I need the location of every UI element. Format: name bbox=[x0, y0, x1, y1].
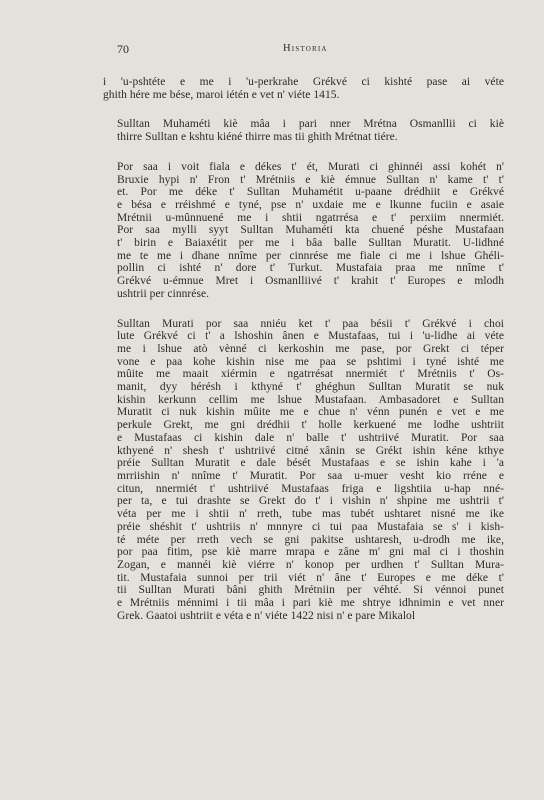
text-line: et. Por me déke t' Sulltan Muhamétit u-paane drédhiit e Grékvé bbox=[117, 186, 504, 199]
text-line: vone e paa kohe kishin nise me paa se pshtimi i tyné ishté me bbox=[117, 355, 504, 368]
text-line: Por saa mylli syyt Sulltan Muhaméti kta chuené péshe Mustafaan bbox=[117, 224, 504, 237]
text-line: Sulltan Muhaméti kiè mâa i pari nner Mrétna Osmanllii ci kiè bbox=[117, 118, 504, 131]
paragraph bbox=[103, 76, 504, 101]
text-line: Por saa i voit fiala e dékes t' ét, Murati ci ghinnéi assi kohét n' bbox=[117, 160, 504, 173]
text-line: lute Grékvé ci t' a lshoshin ânen e Mustafaas, tui i 'u-lidhe ai véte bbox=[117, 330, 504, 343]
text-line: i 'u-pshtéte e me i 'u-perkrahe Grékvé ci kishté pase ai véte bbox=[103, 76, 504, 88]
text-line: Bruxie hypi n' Fron t' Mrétniis e kiè émnue Sulltan n' kame t' t' bbox=[117, 173, 504, 186]
text-line: pollin ci ishté n' dore t' Turkut. Mustafaia praa me nnîme t' bbox=[117, 262, 504, 275]
paragraph bbox=[103, 161, 504, 301]
text-line: thirre Sulltan e kshtu kiéné thirre mas tii ghith Mrétnat tiére. bbox=[117, 131, 398, 144]
text-line: mûite me maait xiérmin e ngatrrésat nnermiét t' Mrétniis t' Os- bbox=[117, 368, 504, 381]
running-head: Historia bbox=[283, 43, 328, 54]
page-header bbox=[103, 40, 504, 60]
text-line: tii Sulltan Murati bâni ghith Mrétniin per véhté. Si vénnoi punet bbox=[117, 584, 504, 597]
text-line: Grékvé u-émnue Mret i Osmanlliivé t' krahit t' Europes e mlodh bbox=[117, 275, 504, 288]
text-line: me te me i dhane nnîme per cinnrése me fiale ci me i lshue Ghéli- bbox=[117, 249, 504, 262]
text-line: préie Sulltan Muratit e dale bését Mustafaas e se ishin kahe i 'a bbox=[117, 457, 504, 470]
text-line: Sulltan Murati por saa nniéu ket t' paa bésii t' Grékvé i choi bbox=[117, 317, 504, 330]
text-line: kishin kerkunn cellim me lshue Mustafaan. Ambasadoret e Sulltan bbox=[117, 393, 504, 406]
page-number: 70 bbox=[117, 42, 129, 56]
text-line: me i lshue atò vènné ci kerkoshin me pase, por Grekt ci téper bbox=[117, 342, 504, 355]
text-line: ghith hére me bése, maroi iétén e vet n' viéte 1415. bbox=[103, 88, 340, 101]
paragraph bbox=[103, 318, 504, 623]
text-line: por paa fitim, pse kiè marre mrapa e zâne m' gni mal ci i thoshin bbox=[117, 546, 504, 559]
text-line: kthyené n' shesh t' ushtriivé citné xânin se Grékt ishin kéne kthye bbox=[117, 444, 504, 457]
text-line: manit, dyy hérésh i kthyné t' ghéghun Sulltan Muratit se nuk bbox=[117, 381, 504, 394]
text-line: e Mustafaas ci kishin dale n' balle t' ushtriivé Muratit. Por saa bbox=[117, 431, 504, 444]
text-line: tit. Mustafaia sunnoi per trii viét n' âne t' Europes e me déke t' bbox=[117, 571, 504, 584]
text-line: t' birin e Baiaxétit per me i bâa balle Sulltan Muratit. U-lidhné bbox=[117, 237, 504, 250]
text-line: citun, nnermiét t' ushtriivé Mustafaas friga e ligshtiia u-hap nné- bbox=[117, 482, 504, 495]
text-line: té méte per rreth vech se gni pakitse ushtaresh, u-drodh me ike, bbox=[117, 533, 504, 546]
text-line: e Mrétniis ménnimi i tii mâa i pari kiè me shtrye idhnimin e vet nner bbox=[117, 597, 504, 610]
text-line: e bésa e rréishmé e tyné, pse n' uxdaie me e lkunne fuciin e asaie bbox=[117, 198, 504, 211]
paragraph bbox=[103, 118, 504, 143]
text-line: mrriishin n' nnîme t' Muratit. Por saa u-muer vesht kio rréne e bbox=[117, 469, 504, 482]
text-line: per ta, e tui drashte se Grekt do t' i vishin n' shpine me ushtrii t' bbox=[117, 495, 504, 508]
text-line: Mrétnii u-mûnnuené me i shtii ngatrrésa e t' perxiim nnermiét. bbox=[117, 211, 504, 224]
text-line: Zogan, e mannéi kiè viérre n' konop per urdhen t' Sulltan Mura- bbox=[117, 558, 504, 571]
text-line: perkule Grekt, me gni drédhii t' holle kerkuené me lodhe ushtriit bbox=[117, 419, 504, 432]
text-line: préie shéshit t' ushtriis n' mnnyre ci tui paa Mustafaia se s' i kish- bbox=[117, 520, 504, 533]
page-body bbox=[103, 76, 504, 622]
text-line: ushtrii per cinnrése. bbox=[117, 287, 210, 300]
text-line: Muratit ci nuk kishin mûite me e chue n' vénn punén e vet e me bbox=[117, 406, 504, 419]
text-line: Grek. Gaatoi ushtriit e véta e n' viéte 1422 nisi n' e pare Mikalol bbox=[117, 609, 416, 622]
text-line: véta per me i shtii n' rreth, tube mas tubét ushtaret nisné me ike bbox=[117, 508, 504, 521]
